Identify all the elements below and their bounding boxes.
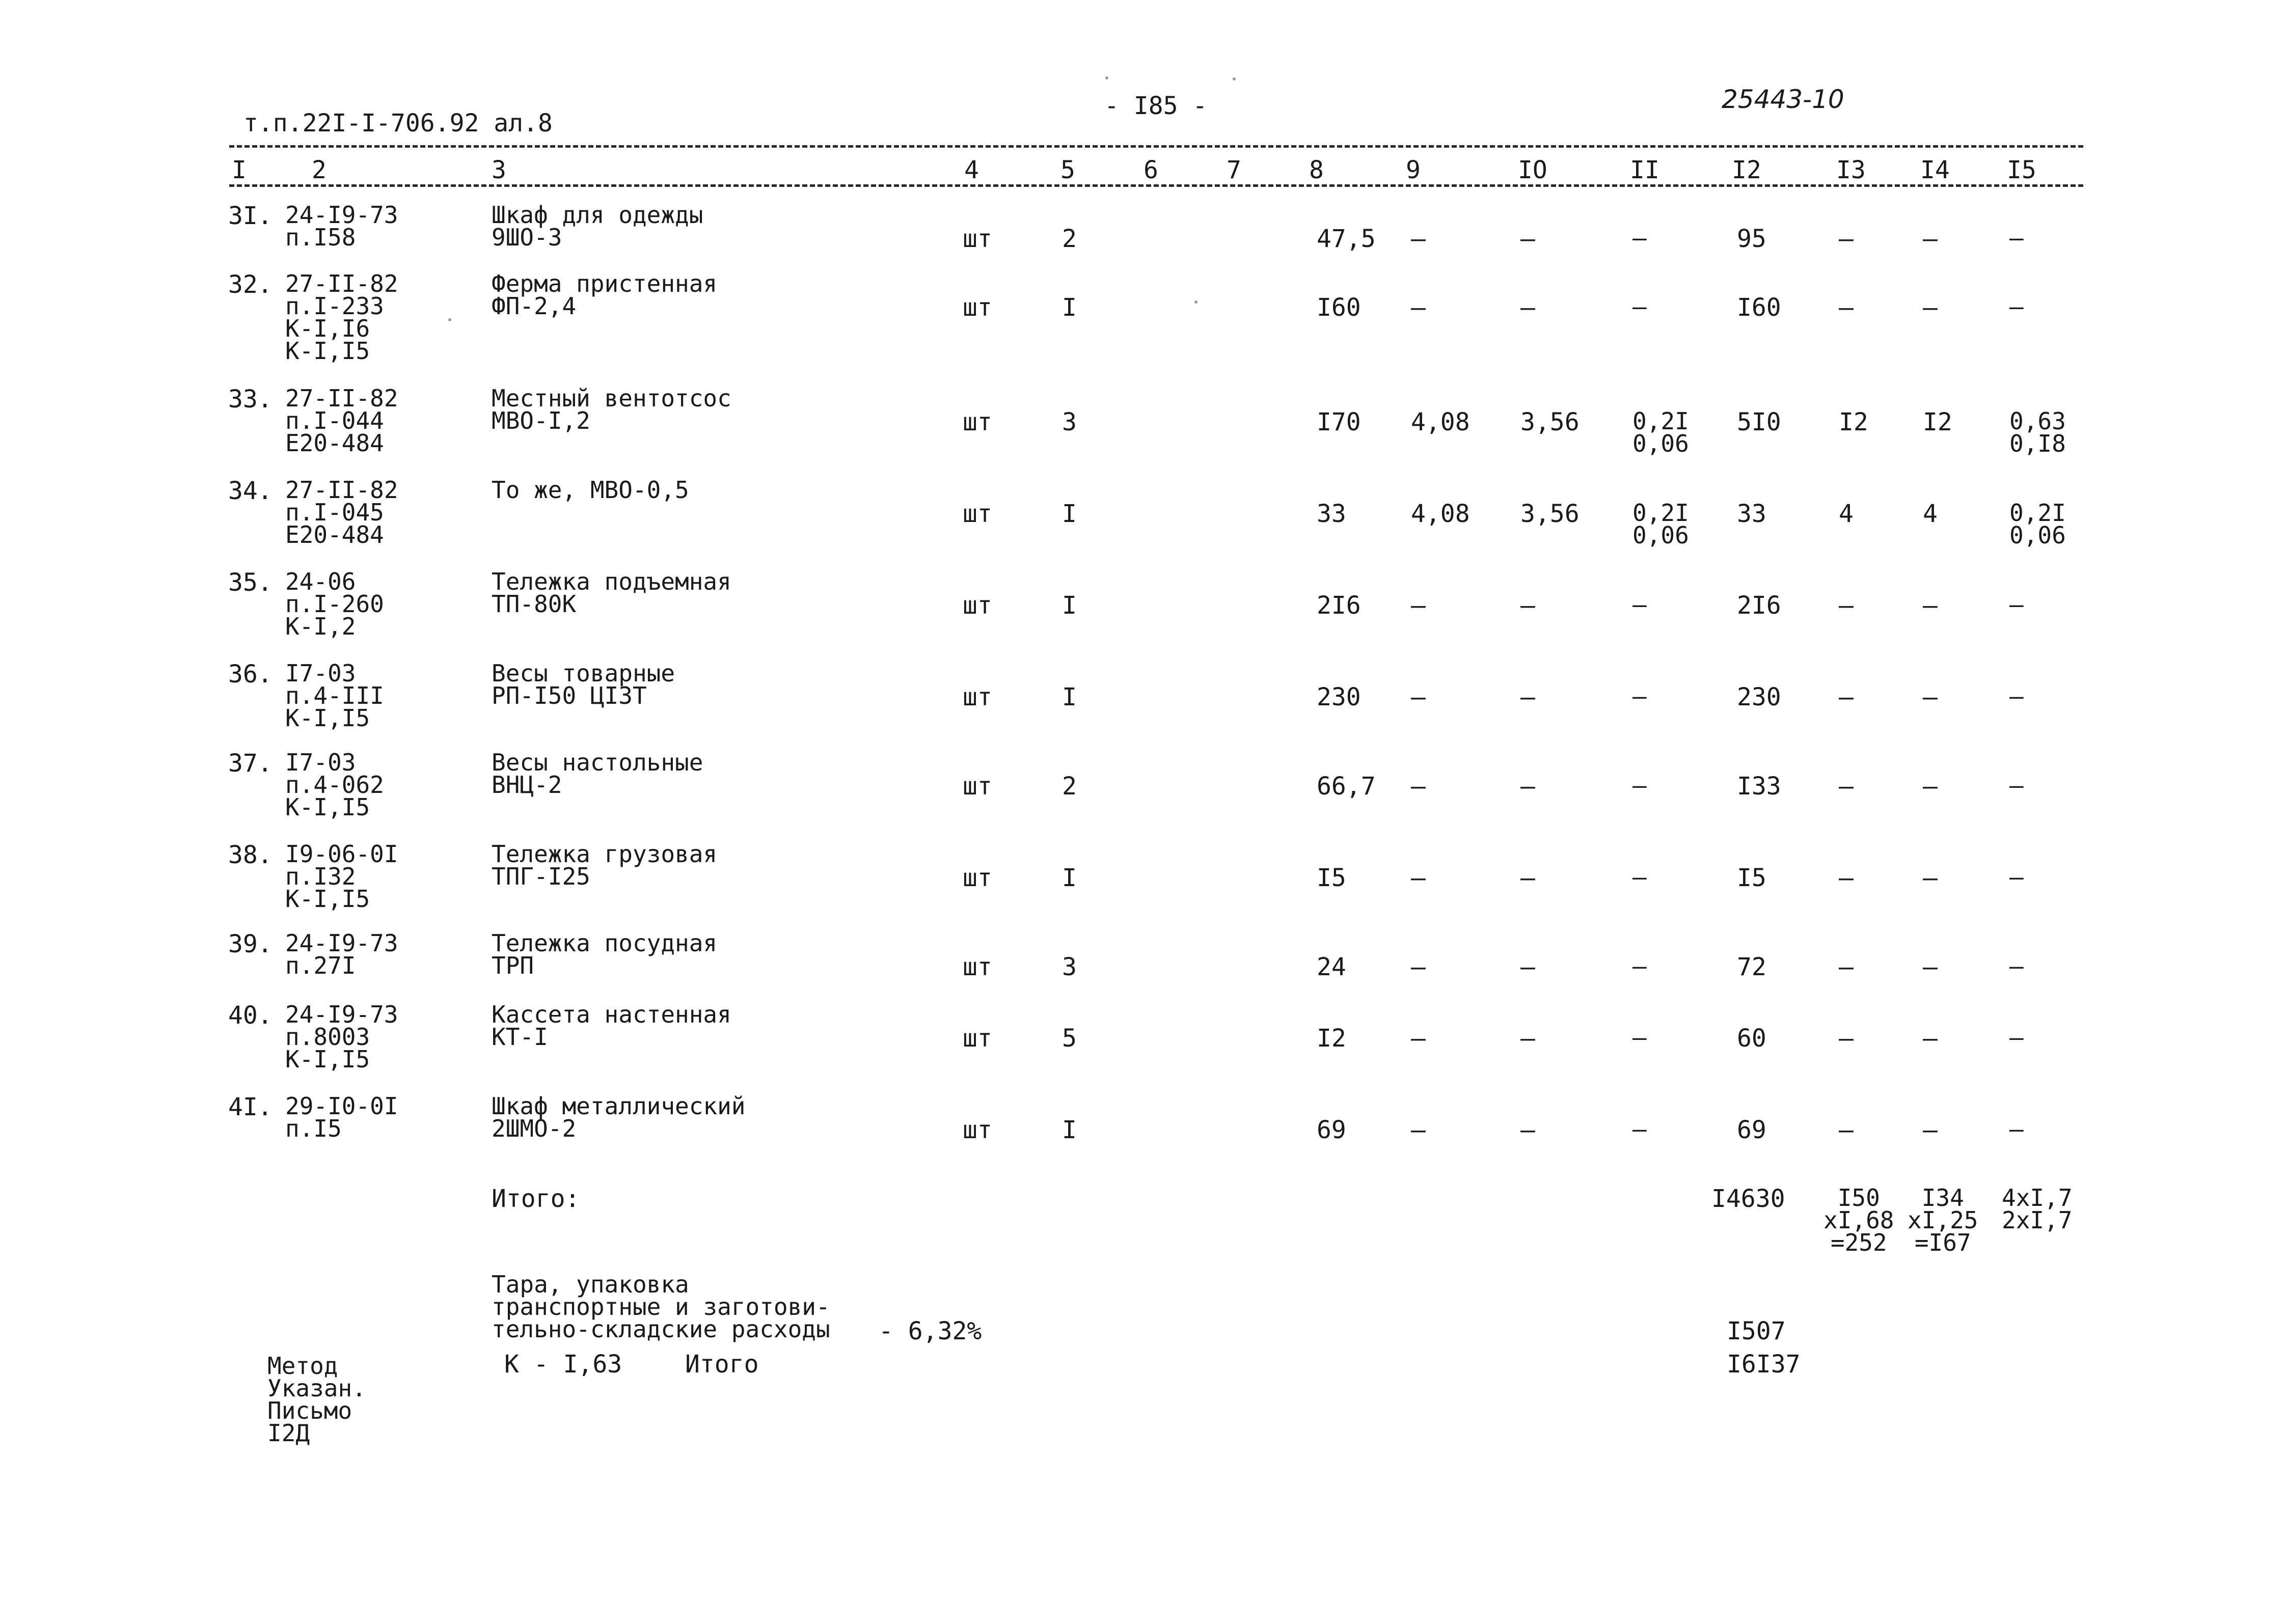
row-col15: –: [2009, 591, 2024, 618]
coefficient: К - I,63: [504, 1350, 622, 1379]
row-col11: 0,2I 0,06: [1632, 499, 1689, 549]
document-reference: т.п.22I-I-706.92 ал.8: [243, 109, 553, 137]
column-header: 7: [1227, 156, 1241, 184]
row-col11: –: [1632, 224, 1647, 252]
column-header: I5: [2007, 156, 2036, 184]
row-code: 24-I9-73 п.27I: [285, 929, 398, 979]
row-col14: –: [1923, 1024, 1938, 1053]
row-col8: I5: [1317, 864, 1346, 892]
row-col13: I2: [1839, 408, 1868, 436]
row-col13: –: [1839, 591, 1854, 620]
row-col10: –: [1520, 864, 1535, 892]
totals-label: Итого:: [492, 1185, 580, 1213]
row-unit: шт: [963, 408, 992, 436]
column-header: 8: [1309, 156, 1324, 184]
column-header: 6: [1144, 156, 1158, 184]
row-number: 39.: [228, 930, 273, 958]
row-col8: I70: [1317, 408, 1361, 436]
row-col12: 60: [1737, 1024, 1766, 1053]
row-name: Весы настольные ВНЦ-2: [492, 749, 703, 799]
row-col11: –: [1632, 591, 1647, 618]
row-col8: I60: [1317, 293, 1361, 322]
row-col15: –: [2009, 224, 2024, 252]
row-col15: 0,2I 0,06: [2009, 499, 2066, 549]
row-name: Тележка грузовая ТПГ-I25: [492, 840, 718, 890]
row-col5: I: [1062, 864, 1077, 892]
row-col15: –: [2009, 952, 2024, 980]
row-col12: 230: [1737, 683, 1781, 711]
row-col9: –: [1411, 953, 1426, 981]
row-unit: шт: [963, 1024, 992, 1053]
row-col5: I: [1062, 293, 1077, 322]
row-col9: –: [1411, 864, 1426, 892]
row-col12: 33: [1737, 500, 1766, 528]
row-col11: –: [1632, 293, 1647, 320]
row-name: Кассета настенная КТ-I: [492, 1001, 731, 1051]
row-col11: –: [1632, 952, 1647, 980]
row-name: Ферма пристенная ФП-2,4: [492, 270, 718, 320]
row-name: То же, МВО-0,5: [492, 476, 689, 504]
row-number: 32.: [228, 270, 273, 299]
row-col13: –: [1839, 1116, 1854, 1144]
row-col13: –: [1839, 683, 1854, 711]
totals-col15: 4хI,7 2хI,7: [2002, 1184, 2073, 1234]
row-number: 3I.: [228, 202, 273, 230]
row-col8: 24: [1317, 953, 1346, 981]
row-code: 27-II-82 п.I-044 Е20-484: [285, 384, 398, 457]
header-bottom-rule: [229, 184, 2083, 187]
overhead-value: I507: [1727, 1317, 1786, 1345]
row-col10: –: [1520, 1116, 1535, 1144]
row-col9: 4,08: [1411, 500, 1470, 528]
row-col11: –: [1632, 772, 1647, 799]
row-col9: –: [1411, 1024, 1426, 1053]
row-col9: –: [1411, 293, 1426, 322]
row-number: 35.: [228, 568, 273, 597]
row-col14: –: [1923, 953, 1938, 981]
row-number: 4I.: [228, 1093, 273, 1121]
totals-col12: I4630: [1711, 1185, 1785, 1213]
row-col15: –: [2009, 772, 2024, 799]
row-col5: 3: [1062, 953, 1077, 981]
row-col15: –: [2009, 1115, 2024, 1143]
row-number: 38.: [228, 841, 273, 869]
row-col12: 2I6: [1737, 591, 1781, 620]
column-header: I: [232, 156, 247, 184]
row-col15: –: [2009, 1024, 2024, 1051]
row-col12: 5I0: [1737, 408, 1781, 436]
row-col5: 2: [1062, 772, 1077, 801]
row-col12: I5: [1737, 864, 1766, 892]
row-col9: 4,08: [1411, 408, 1470, 436]
column-header: 4: [964, 156, 979, 184]
row-col8: 66,7: [1317, 772, 1376, 801]
row-col15: 0,63 0,I8: [2009, 407, 2066, 457]
row-code: I7-03 п.4-062 К-I,I5: [285, 749, 384, 821]
row-number: 40.: [228, 1001, 273, 1030]
row-name: Весы товарные РП-I50 ЦI3Т: [492, 659, 675, 709]
row-name: Тележка посудная ТРП: [492, 929, 718, 979]
row-col10: –: [1520, 772, 1535, 801]
row-code: 24-I9-73 п.I58: [285, 201, 398, 251]
row-col9: –: [1411, 683, 1426, 711]
row-col12: 72: [1737, 953, 1766, 981]
row-col9: –: [1411, 225, 1426, 253]
column-header: I4: [1920, 156, 1950, 184]
row-col11: –: [1632, 1024, 1647, 1051]
row-code: 24-06 п.I-260 К-I,2: [285, 568, 384, 640]
row-col15: –: [2009, 293, 2024, 320]
row-col5: 3: [1062, 408, 1077, 436]
column-header: 3: [492, 156, 506, 184]
row-col13: –: [1839, 1024, 1854, 1053]
row-col10: –: [1520, 683, 1535, 711]
row-col9: –: [1411, 591, 1426, 620]
row-col13: –: [1839, 225, 1854, 253]
column-header: II: [1630, 156, 1659, 184]
row-col8: 2I6: [1317, 591, 1361, 620]
scan-speck: [1233, 77, 1236, 80]
row-col10: 3,56: [1520, 500, 1580, 528]
row-col14: –: [1923, 683, 1938, 711]
row-col5: 5: [1062, 1024, 1077, 1053]
row-col8: 230: [1317, 683, 1361, 711]
row-col8: 33: [1317, 500, 1346, 528]
row-col14: –: [1923, 225, 1938, 253]
overhead-percent: - 6,32%: [879, 1317, 982, 1345]
row-unit: шт: [963, 293, 992, 322]
row-unit: шт: [963, 591, 992, 620]
row-col15: –: [2009, 682, 2024, 710]
row-code: 29-I0-0I п.I5: [285, 1092, 398, 1142]
overhead-description: Тара, упаковка транспортные и заготови- тельно-складские расходы: [492, 1271, 830, 1343]
row-code: 24-I9-73 п.8003 К-I,I5: [285, 1001, 398, 1073]
totals-col14: I34 хI,25 =I67: [1908, 1184, 1978, 1256]
itogo-value: I6I37: [1727, 1350, 1801, 1379]
row-number: 37.: [228, 749, 273, 778]
row-unit: шт: [963, 772, 992, 801]
row-col10: –: [1520, 293, 1535, 322]
column-header: IO: [1518, 156, 1547, 184]
row-col12: 95: [1737, 225, 1766, 253]
row-name: Шкаф для одежды 9ШО-3: [492, 201, 703, 251]
archive-stamp: 25443-10: [1722, 85, 1844, 114]
row-unit: шт: [963, 864, 992, 892]
column-header: I3: [1836, 156, 1866, 184]
row-col9: –: [1411, 772, 1426, 801]
row-unit: шт: [963, 225, 992, 253]
scan-speck: [1105, 76, 1108, 79]
row-col5: I: [1062, 500, 1077, 528]
row-unit: шт: [963, 500, 992, 528]
row-col12: I60: [1737, 293, 1781, 322]
column-header: 2: [312, 156, 326, 184]
row-unit: шт: [963, 1116, 992, 1144]
row-col10: –: [1520, 953, 1535, 981]
row-number: 33.: [228, 385, 273, 414]
row-col14: 4: [1923, 500, 1938, 528]
row-number: 36.: [228, 660, 273, 689]
itogo-label: Итого: [685, 1350, 759, 1379]
row-col11: –: [1632, 863, 1647, 891]
row-unit: шт: [963, 683, 992, 711]
column-header: 5: [1060, 156, 1075, 184]
totals-col13: I50 хI,68 =252: [1824, 1184, 1894, 1256]
scan-speck: [448, 318, 451, 321]
row-col13: –: [1839, 772, 1854, 801]
row-col13: –: [1839, 293, 1854, 322]
column-header: I2: [1732, 156, 1761, 184]
row-col11: –: [1632, 1115, 1647, 1143]
row-col13: 4: [1839, 500, 1854, 528]
row-name: Местный вентотсос МВО-I,2: [492, 384, 731, 434]
row-col14: –: [1923, 591, 1938, 620]
row-col10: –: [1520, 591, 1535, 620]
header-top-rule: [229, 145, 2083, 148]
row-col10: –: [1520, 225, 1535, 253]
row-col15: –: [2009, 863, 2024, 891]
row-col10: 3,56: [1520, 408, 1580, 436]
row-col12: 69: [1737, 1116, 1766, 1144]
row-col5: 2: [1062, 225, 1077, 253]
row-col14: –: [1923, 293, 1938, 322]
scan-speck: [1194, 300, 1198, 304]
row-name: Шкаф металлический 2ШМО-2: [492, 1092, 746, 1142]
row-col12: I33: [1737, 772, 1781, 801]
row-col9: –: [1411, 1116, 1426, 1144]
row-code: I9-06-0I п.I32 К-I,I5: [285, 840, 398, 913]
row-col14: –: [1923, 864, 1938, 892]
row-col5: I: [1062, 1116, 1077, 1144]
row-col14: –: [1923, 772, 1938, 801]
row-code: 27-II-82 п.I-233 К-I,I6 К-I,I5: [285, 270, 398, 365]
column-header: 9: [1406, 156, 1421, 184]
row-col14: –: [1923, 1116, 1938, 1144]
row-col13: –: [1839, 953, 1854, 981]
row-col10: –: [1520, 1024, 1535, 1053]
row-col8: I2: [1317, 1024, 1346, 1053]
row-name: Тележка подъемная ТП-80К: [492, 568, 731, 618]
page-number: - I85 -: [1104, 92, 1208, 120]
row-code: I7-03 п.4-III К-I,I5: [285, 659, 384, 732]
row-col8: 69: [1317, 1116, 1346, 1144]
method-note: Метод Указан. Письмо I2Д: [267, 1352, 366, 1447]
row-col11: 0,2I 0,06: [1632, 407, 1689, 457]
row-col5: I: [1062, 683, 1077, 711]
row-col13: –: [1839, 864, 1854, 892]
row-col5: I: [1062, 591, 1077, 620]
row-code: 27-II-82 п.I-045 Е20-484: [285, 476, 398, 548]
row-col11: –: [1632, 682, 1647, 710]
row-number: 34.: [228, 477, 273, 505]
row-unit: шт: [963, 953, 992, 981]
row-col8: 47,5: [1317, 225, 1376, 253]
row-col14: I2: [1923, 408, 1952, 436]
